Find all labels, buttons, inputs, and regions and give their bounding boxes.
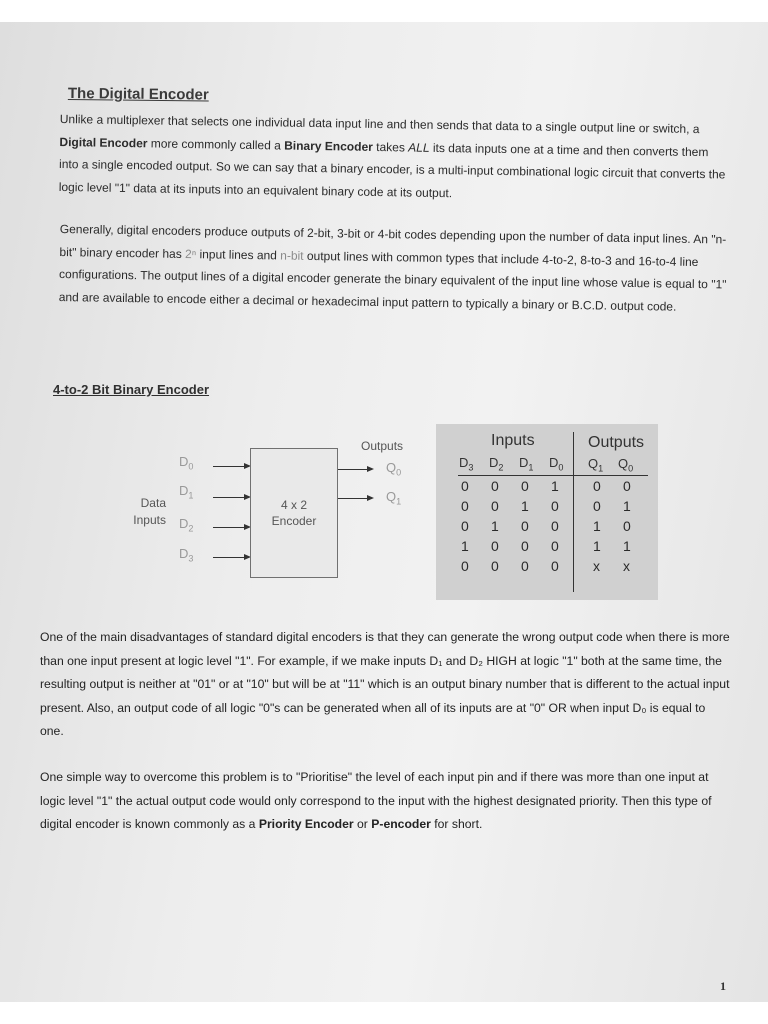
p4-mid: or	[353, 817, 372, 831]
second-paragraph	[59, 218, 728, 318]
p1-italic-all: ALL	[408, 139, 430, 155]
p1-bold-digital-encoder: Digital Encoder	[59, 134, 148, 150]
truth-table	[436, 424, 658, 600]
truth-row: 1 0 0 0 1 1	[461, 538, 631, 554]
truth-row: 0 0 0 1 0 0	[461, 478, 631, 494]
page-title: The Digital Encoder	[67, 85, 209, 104]
p1-bold-binary-encoder: Binary Encoder	[284, 138, 373, 154]
inputs-label: Inputs	[133, 513, 166, 527]
p4-bold-p-encoder: P-encoder	[371, 817, 431, 831]
input-d1-arrow	[213, 497, 249, 498]
p3-c: HIGH at logic "1" both at the same time, the resulting output is neither at "01" or at "10" but will be at "11" which is an output binary number that is different to the actual input present. Also, an output code of all logic "0"s can be generated when all of its inputs are at "0" OR when input	[40, 653, 730, 715]
p2-two-n: 2ⁿ	[185, 246, 197, 261]
input-d3-label: $D_3$	[179, 546, 194, 564]
section-heading: 4-to-2 Bit Binary Encoder	[53, 382, 210, 397]
input-d3-arrow	[213, 557, 249, 558]
page-number: 1	[720, 979, 726, 993]
truth-header-rule	[458, 475, 648, 476]
p4-pre: One simple way to overcome this problem is to "Prioritise" the level of each input pin and if there was more than one input at logic level "1" the actual output code would only correspond to the input with the highest designated priority. Then this type of digital encoder is known commonly as a	[40, 770, 712, 831]
p2-n-bit: n-bit	[280, 247, 304, 263]
col-q1-header: $Q_1$	[588, 456, 604, 474]
input-d0-arrow	[213, 466, 249, 467]
col-d3-header: $D_3$	[459, 455, 474, 473]
encoder-diagram	[118, 430, 418, 590]
input-d1-label: $D_1$	[179, 483, 194, 501]
priority-paragraph	[40, 766, 730, 837]
document-page	[0, 22, 768, 1002]
p3-b: and	[442, 653, 470, 668]
truth-row: 0 1 0 0 1 0	[461, 518, 631, 534]
truth-row: 0 0 1 0 0 1	[461, 498, 631, 514]
output-q0-label: $Q_0$	[386, 460, 402, 478]
data-label: Data	[140, 496, 166, 510]
encoder-block-label	[251, 497, 337, 529]
col-d2-header: $D_2$	[489, 455, 504, 473]
truth-inputs-header: Inputs	[491, 432, 535, 449]
input-d0-label: $D_0$	[179, 454, 194, 472]
p4-post: for short.	[430, 817, 483, 831]
disadvantages-paragraph	[40, 626, 730, 744]
p1-mid2: takes	[372, 139, 409, 154]
intro-paragraph	[59, 108, 728, 208]
outputs-title: Outputs	[361, 439, 404, 453]
data-inputs-label	[118, 495, 166, 529]
p1-post1: its data inputs one at a time and then converts them into a single encoded output. So we can say that a binary encoder, is a multi-input combinational logic circuit that converts the logic level "1" data at its inputs into an equivalent binary code at its output.	[58, 140, 726, 200]
p2-post: output lines with common types that include 4-to-2, 8-to-3 and 16-to-4 line configurations. The output lines of a digital encoder generate the binary equivalent of the input line whose value is equal to "1" and are available to encode either a decimal or hexadecimal input pattern to typically a binary or B.C.D. output code.	[58, 248, 727, 314]
p1-mid1: more commonly called a	[147, 135, 285, 153]
input-d2-arrow	[213, 527, 249, 528]
truth-row: 0 0 0 0 x x	[461, 558, 630, 574]
truth-outputs-header: Outputs	[588, 434, 645, 451]
col-d0-header: $D_0$	[549, 455, 564, 473]
p1-pre1: Unlike a multiplexer that selects one individual data input line and then sends that data to a single output line or switch, a	[59, 111, 700, 137]
p3-d1: D₁	[429, 653, 443, 668]
encoder-block	[250, 448, 338, 578]
output-q0-arrow	[338, 469, 372, 470]
p3-d0: D₀	[632, 700, 647, 715]
encoder-name: Encoder	[271, 514, 317, 528]
output-q1-label: $Q_1$	[386, 489, 402, 507]
encoder-size: 4 x 2	[280, 498, 307, 512]
col-q0-header: $Q_0$	[618, 456, 634, 474]
p3-d2: D₂	[469, 653, 483, 668]
p4-bold-priority-encoder: Priority Encoder	[258, 817, 354, 831]
p3-d: is equal to one.	[40, 700, 706, 738]
p3-a: One of the main disadvantages of standard digital encoders is that they can generate the wrong output code when there is more than one input present at logic level "1". For example, if we make inputs	[40, 630, 730, 668]
output-q1-arrow	[338, 498, 372, 499]
p2-mid: input lines and	[196, 246, 281, 262]
p2-pre: Generally, digital encoders produce outputs of 2-bit, 3-bit or 4-bit codes depending upon the number of data input lines. An "n-bit" binary encoder has	[59, 221, 727, 261]
col-d1-header: $D_1$	[519, 455, 534, 473]
input-d2-label: $D_2$	[179, 516, 194, 534]
